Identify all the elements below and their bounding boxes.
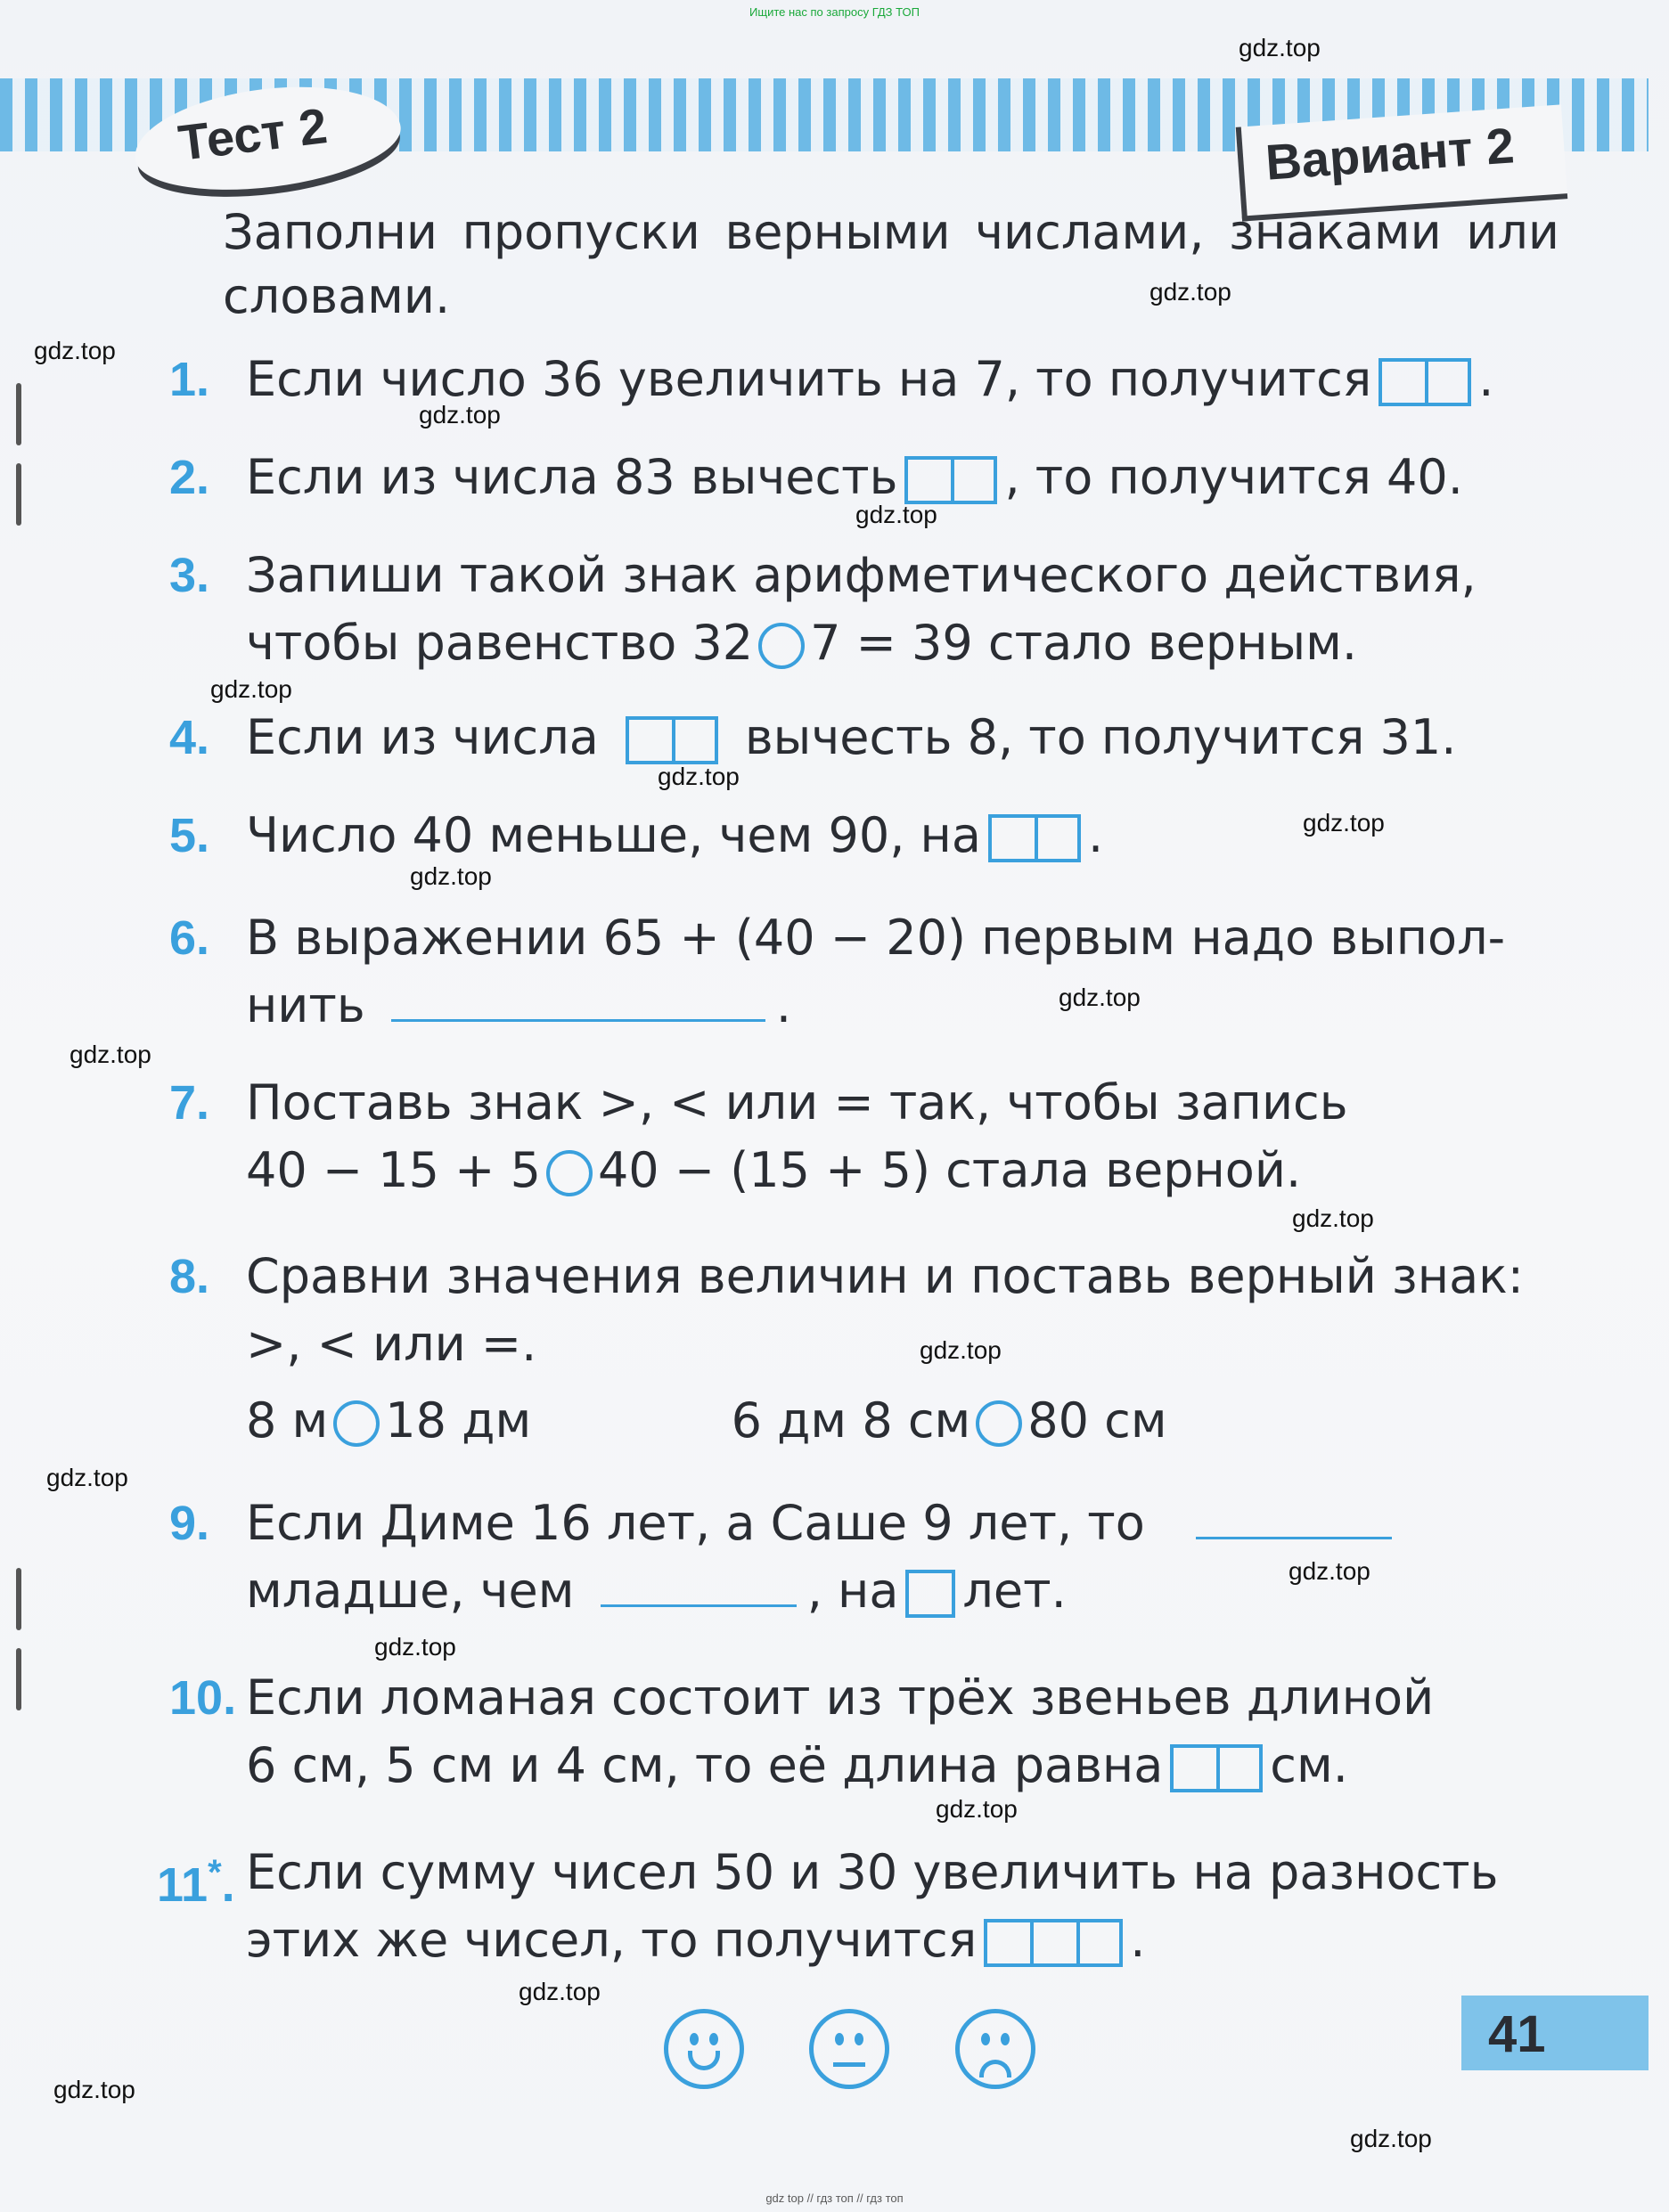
task-number: 4. — [169, 711, 210, 764]
answer-circle[interactable] — [333, 1400, 380, 1447]
variant-label: Вариант 2 — [1264, 117, 1517, 191]
watermark: gdz.top — [419, 401, 501, 429]
task-text: . — [1130, 1912, 1146, 1968]
task-number: 6. — [169, 911, 210, 965]
watermark: gdz.top — [1149, 278, 1231, 306]
watermark: gdz.top — [46, 1464, 128, 1491]
watermark: gdz.top — [1292, 1204, 1374, 1232]
task-text: Сравни значения величин и поставь верный знак: — [246, 1248, 1524, 1304]
task-number-dot: . — [221, 1858, 235, 1912]
task-text: . — [1087, 807, 1104, 863]
watermark: gdz.top — [855, 501, 937, 528]
top-notice: Ищите нас по запросу ГДЗ ТОП — [749, 5, 920, 19]
happy-face-icon[interactable] — [664, 2009, 744, 2089]
answer-box[interactable] — [988, 814, 1081, 862]
task-number: 3. — [169, 549, 210, 602]
task-text: Если из числа 83 вычесть — [246, 449, 898, 505]
watermark: gdz.top — [1350, 2125, 1432, 2152]
watermark: gdz.top — [210, 675, 292, 703]
task-number: 7. — [169, 1076, 210, 1130]
bottom-notice: gdz top // гдз топ // гдз топ — [765, 2192, 904, 2205]
task-text: Если число 36 увеличить на 7, то получится — [246, 351, 1372, 407]
task-text: Поставь знак >, < или = так, чтобы запись — [246, 1074, 1348, 1130]
task-text: этих же чисел, то получится — [246, 1912, 978, 1968]
page-number: 41 — [1488, 2005, 1546, 2063]
task-text: >, < или =. — [246, 1316, 537, 1372]
task-text: 6 дм 8 см — [731, 1392, 971, 1449]
task-text: нить — [246, 977, 365, 1033]
answer-line[interactable] — [1196, 1501, 1392, 1539]
task-text: Число 40 меньше, чем 90, на — [246, 807, 981, 863]
binder-mark — [16, 1568, 21, 1630]
binder-mark — [16, 1648, 21, 1710]
task-text: вычесть 8, то получится 31. — [744, 709, 1457, 765]
task-number: 10. — [169, 1671, 237, 1725]
watermark: gdz.top — [1059, 984, 1141, 1011]
test-title: Тест 2 — [175, 97, 331, 171]
watermark: gdz.top — [519, 1978, 601, 2005]
watermark: gdz.top — [920, 1336, 1002, 1364]
answer-box[interactable] — [1170, 1744, 1263, 1792]
answer-circle[interactable] — [546, 1150, 593, 1196]
watermark: gdz.top — [53, 2076, 135, 2103]
watermark: gdz.top — [936, 1795, 1018, 1823]
watermark: gdz.top — [658, 763, 740, 790]
task-text: . — [775, 977, 792, 1033]
answer-circle[interactable] — [758, 623, 805, 669]
answer-box[interactable] — [1379, 358, 1471, 406]
task-text: Если Диме 16 лет, а Саше 9 лет, то — [246, 1495, 1145, 1551]
task-number: 9. — [169, 1497, 210, 1550]
task-text: Если из числа — [246, 709, 599, 765]
task-text: лет. — [962, 1563, 1067, 1619]
watermark: gdz.top — [410, 862, 492, 890]
task-text: 40 − (15 + 5) стала верной. — [597, 1142, 1302, 1198]
neutral-face-icon[interactable] — [809, 2009, 889, 2089]
task-text: , то получится 40. — [1004, 449, 1463, 505]
task-text: Если сумму чисел 50 и 30 увеличить на разность — [246, 1844, 1499, 1900]
answer-box[interactable] — [904, 456, 997, 504]
watermark: gdz.top — [1303, 809, 1385, 837]
watermark: gdz.top — [1289, 1557, 1370, 1585]
watermark: gdz.top — [70, 1041, 151, 1068]
task-text: чтобы равенство 32 — [246, 615, 754, 671]
task-text: 18 дм — [385, 1392, 532, 1449]
task-number: 5. — [169, 809, 210, 862]
answer-box[interactable] — [984, 1919, 1123, 1967]
task-text: 80 см — [1027, 1392, 1167, 1449]
answer-circle[interactable] — [976, 1400, 1022, 1447]
task-text: 8 м — [246, 1392, 329, 1449]
watermark: gdz.top — [1239, 34, 1321, 61]
task-text: Запиши такой знак арифметического действия, — [246, 547, 1477, 603]
answer-box[interactable] — [626, 716, 718, 764]
task-number: 2. — [169, 451, 210, 504]
task-number: 1. — [169, 353, 210, 406]
watermark: gdz.top — [374, 1633, 456, 1661]
task-number-value: 11 — [157, 1858, 209, 1912]
sad-face-icon[interactable] — [955, 2009, 1035, 2089]
instruction-text: Заполни пропуски верными числами, знаками или словами. — [223, 204, 1559, 324]
binder-mark — [16, 463, 21, 526]
task-text: 40 − 15 + 5 — [246, 1142, 541, 1198]
task-text: , на — [806, 1563, 899, 1619]
star-mark: * — [208, 1853, 222, 1892]
task-number: 8. — [169, 1250, 210, 1303]
answer-line[interactable] — [601, 1569, 797, 1607]
task-text: см. — [1270, 1737, 1348, 1793]
task-number — [157, 1839, 235, 1919]
task-text: 6 см, 5 см и 4 см, то её длина равна — [246, 1737, 1164, 1793]
task-text: 7 = 39 стало верным. — [810, 615, 1358, 671]
task-text: . — [1478, 351, 1494, 407]
answer-line[interactable] — [391, 984, 765, 1022]
task-text: Если ломаная состоит из трёх звеньев длиной — [246, 1669, 1435, 1726]
answer-box[interactable] — [905, 1570, 955, 1618]
task-text: младше, чем — [246, 1563, 575, 1619]
binder-mark — [16, 383, 21, 445]
watermark: gdz.top — [34, 337, 116, 364]
task-text: В выражении 65 + (40 − 20) первым надо выпол- — [246, 910, 1506, 966]
